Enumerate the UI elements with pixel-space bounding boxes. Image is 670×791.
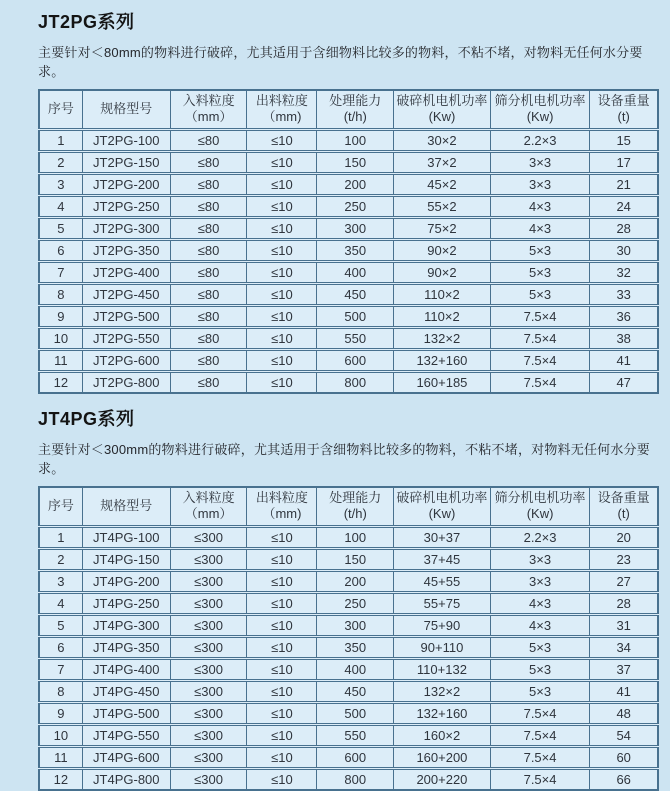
table-cell: 41 [590, 681, 658, 703]
table-cell: ≤10 [247, 615, 317, 637]
table-cell: 37+45 [394, 549, 491, 571]
table-cell: 132×2 [394, 328, 491, 350]
table-cell: 800 [317, 372, 394, 394]
table-cell: 37 [590, 659, 658, 681]
table-cell: ≤10 [247, 240, 317, 262]
table-row [39, 196, 658, 218]
column-header: 规格型号 [82, 487, 170, 527]
table-cell: JT4PG-500 [82, 703, 170, 725]
table-cell: 55×2 [394, 196, 491, 218]
table-cell: 5 [39, 615, 82, 637]
table-row [39, 328, 658, 350]
table-cell: 160+200 [394, 747, 491, 769]
table-cell: 34 [590, 637, 658, 659]
table-cell: 550 [317, 328, 394, 350]
table-cell: JT2PG-500 [82, 306, 170, 328]
table-cell: 15 [590, 130, 658, 152]
table-cell: 7.5×4 [490, 725, 590, 747]
table-cell: ≤300 [170, 769, 247, 791]
table-cell: 75+90 [394, 615, 491, 637]
table-cell: JT4PG-550 [82, 725, 170, 747]
table-cell: ≤80 [170, 152, 247, 174]
table-row [39, 130, 658, 152]
table-cell: 5×3 [490, 681, 590, 703]
column-header: 规格型号 [82, 90, 170, 130]
table-cell: JT2PG-400 [82, 262, 170, 284]
table-cell: 12 [39, 769, 82, 791]
table-cell: 8 [39, 284, 82, 306]
table-row [39, 571, 658, 593]
table-cell: ≤10 [247, 130, 317, 152]
table-cell: ≤10 [247, 262, 317, 284]
table-cell: JT4PG-600 [82, 747, 170, 769]
table-cell: 350 [317, 240, 394, 262]
table-cell: JT4PG-200 [82, 571, 170, 593]
table-cell: 5 [39, 218, 82, 240]
table-cell: 66 [590, 769, 658, 791]
table-cell: JT4PG-250 [82, 593, 170, 615]
table-cell: ≤10 [247, 747, 317, 769]
table-cell: ≤10 [247, 681, 317, 703]
table-row [39, 152, 658, 174]
table-cell: 3×3 [490, 152, 590, 174]
table-cell: ≤300 [170, 725, 247, 747]
table-cell: ≤10 [247, 174, 317, 196]
table-cell: ≤300 [170, 659, 247, 681]
table-body [39, 527, 658, 791]
table-cell: ≤10 [247, 571, 317, 593]
table-cell: 800 [317, 769, 394, 791]
table-cell: 400 [317, 262, 394, 284]
table-cell: 4×3 [490, 593, 590, 615]
table-cell: JT2PG-300 [82, 218, 170, 240]
table-cell: 3×3 [490, 174, 590, 196]
table-cell: 5×3 [490, 659, 590, 681]
table-cell: 24 [590, 196, 658, 218]
table-cell: 300 [317, 218, 394, 240]
column-header: 序号 [39, 487, 82, 527]
table-cell: 110×2 [394, 284, 491, 306]
table-cell: ≤80 [170, 218, 247, 240]
table-body [39, 130, 658, 394]
table-row [39, 218, 658, 240]
table-cell: ≤10 [247, 527, 317, 549]
table-cell: 250 [317, 196, 394, 218]
table-cell: 2.2×3 [490, 130, 590, 152]
table-cell: 3×3 [490, 571, 590, 593]
table-cell: ≤80 [170, 174, 247, 196]
table-cell: 7.5×4 [490, 350, 590, 372]
table-cell: 4 [39, 593, 82, 615]
table-cell: 4×3 [490, 615, 590, 637]
table-cell: 54 [590, 725, 658, 747]
table-row [39, 240, 658, 262]
table-cell: JT4PG-350 [82, 637, 170, 659]
table-cell: JT2PG-800 [82, 372, 170, 394]
section-title: JT2PG系列 [38, 12, 135, 32]
table-cell: 132+160 [394, 350, 491, 372]
table-cell: 7.5×4 [490, 703, 590, 725]
table-cell: ≤10 [247, 549, 317, 571]
table-cell: 6 [39, 637, 82, 659]
table-cell: ≤10 [247, 218, 317, 240]
table-header-row [39, 90, 658, 130]
table-cell: 7 [39, 659, 82, 681]
column-header: 筛分机电机功率 (Kw) [490, 90, 590, 130]
table-cell: JT2PG-450 [82, 284, 170, 306]
table-cell: 600 [317, 747, 394, 769]
table-cell: 250 [317, 593, 394, 615]
table-cell: 100 [317, 130, 394, 152]
table-cell: 11 [39, 747, 82, 769]
column-header: 设备重量 (t) [590, 90, 658, 130]
table-cell: 350 [317, 637, 394, 659]
table-cell: 21 [590, 174, 658, 196]
table-cell: 200 [317, 571, 394, 593]
column-header: 出料粒度 （mm) [247, 487, 317, 527]
table-cell: 600 [317, 350, 394, 372]
column-header: 入料粒度 （mm） [170, 90, 247, 130]
table-cell: 9 [39, 306, 82, 328]
table-cell: 36 [590, 306, 658, 328]
table-row [39, 174, 658, 196]
section-jt2pg [38, 8, 659, 394]
table-cell: 55+75 [394, 593, 491, 615]
column-header: 设备重量 (t) [590, 487, 658, 527]
table-cell: 7.5×4 [490, 306, 590, 328]
table-cell: 7 [39, 262, 82, 284]
table-cell: 37×2 [394, 152, 491, 174]
table-row [39, 593, 658, 615]
table-cell: ≤10 [247, 593, 317, 615]
table-cell: ≤80 [170, 350, 247, 372]
table-cell: 3 [39, 174, 82, 196]
table-cell: 32 [590, 262, 658, 284]
section-title: JT4PG系列 [38, 409, 135, 429]
table-row [39, 549, 658, 571]
column-header: 处理能力 (t/h) [317, 487, 394, 527]
table-cell: ≤10 [247, 328, 317, 350]
table-cell: 110×2 [394, 306, 491, 328]
column-header: 筛分机电机功率 (Kw) [490, 487, 590, 527]
column-header: 处理能力 (t/h) [317, 90, 394, 130]
table-cell: 550 [317, 725, 394, 747]
table-cell: 45+55 [394, 571, 491, 593]
column-header: 破碎机电机功率 (Kw) [394, 487, 491, 527]
table-cell: JT4PG-150 [82, 549, 170, 571]
table-row [39, 725, 658, 747]
table-cell: 10 [39, 328, 82, 350]
table-cell: JT2PG-550 [82, 328, 170, 350]
table-cell: JT2PG-100 [82, 130, 170, 152]
table-row [39, 90, 658, 130]
table-row [39, 747, 658, 769]
table-row [39, 372, 658, 394]
table-cell: 1 [39, 130, 82, 152]
table-cell: 28 [590, 593, 658, 615]
table-cell: ≤10 [247, 152, 317, 174]
spec-table-jt2pg [38, 89, 659, 394]
table-cell: 500 [317, 306, 394, 328]
table-cell: 160×2 [394, 725, 491, 747]
table-cell: ≤80 [170, 240, 247, 262]
table-cell: 200 [317, 174, 394, 196]
table-row [39, 527, 658, 549]
table-cell: JT2PG-200 [82, 174, 170, 196]
table-cell: ≤80 [170, 196, 247, 218]
column-header: 破碎机电机功率 (Kw) [394, 90, 491, 130]
table-row [39, 262, 658, 284]
table-cell: ≤300 [170, 703, 247, 725]
table-row [39, 284, 658, 306]
table-cell: ≤10 [247, 372, 317, 394]
table-cell: 30 [590, 240, 658, 262]
table-cell: ≤300 [170, 615, 247, 637]
table-cell: 31 [590, 615, 658, 637]
table-cell: 5×3 [490, 262, 590, 284]
table-row [39, 615, 658, 637]
table-cell: JT4PG-400 [82, 659, 170, 681]
table-cell: JT2PG-350 [82, 240, 170, 262]
table-cell: 33 [590, 284, 658, 306]
table-cell: JT2PG-600 [82, 350, 170, 372]
table-cell: 41 [590, 350, 658, 372]
table-header-row [39, 487, 658, 527]
table-cell: 200+220 [394, 769, 491, 791]
table-row [39, 306, 658, 328]
table-row [39, 350, 658, 372]
table-cell: 160+185 [394, 372, 491, 394]
table-cell: 100 [317, 527, 394, 549]
table-cell: ≤300 [170, 527, 247, 549]
table-cell: 23 [590, 549, 658, 571]
table-cell: 90+110 [394, 637, 491, 659]
table-cell: 9 [39, 703, 82, 725]
table-cell: 3 [39, 571, 82, 593]
table-cell: 4 [39, 196, 82, 218]
table-cell: 2 [39, 549, 82, 571]
table-cell: 5×3 [490, 284, 590, 306]
table-cell: ≤80 [170, 372, 247, 394]
table-row [39, 769, 658, 791]
table-cell: ≤10 [247, 196, 317, 218]
table-cell: 27 [590, 571, 658, 593]
table-cell: ≤300 [170, 747, 247, 769]
table-cell: 400 [317, 659, 394, 681]
column-header: 入料粒度 （mm） [170, 487, 247, 527]
table-cell: 2.2×3 [490, 527, 590, 549]
table-cell: 30×2 [394, 130, 491, 152]
table-cell: 450 [317, 284, 394, 306]
table-row [39, 637, 658, 659]
table-cell: 7.5×4 [490, 372, 590, 394]
table-cell: ≤80 [170, 306, 247, 328]
table-cell: 20 [590, 527, 658, 549]
section-description: 主要针对＜80mm的物料进行破碎，尤其适用于含细物料比较多的物料，不粘不堵，对物料无任何水分要求。 [38, 45, 643, 79]
table-cell: JT4PG-100 [82, 527, 170, 549]
table-cell: ≤80 [170, 262, 247, 284]
table-cell: ≤300 [170, 549, 247, 571]
table-cell: 4×3 [490, 218, 590, 240]
table-cell: 11 [39, 350, 82, 372]
column-header: 序号 [39, 90, 82, 130]
table-cell: ≤80 [170, 130, 247, 152]
table-cell: 90×2 [394, 262, 491, 284]
table-cell: 30+37 [394, 527, 491, 549]
table-cell: 450 [317, 681, 394, 703]
table-cell: 7.5×4 [490, 747, 590, 769]
table-cell: 7.5×4 [490, 769, 590, 791]
spec-table-jt4pg [38, 486, 659, 791]
table-cell: JT4PG-450 [82, 681, 170, 703]
table-cell: 6 [39, 240, 82, 262]
table-cell: ≤300 [170, 593, 247, 615]
section-description: 主要针对＜300mm的物料进行破碎，尤其适用于含细物料比较多的物料，不粘不堵，对物料无任何水分要求。 [38, 442, 650, 476]
table-cell: 12 [39, 372, 82, 394]
table-cell: 10 [39, 725, 82, 747]
table-cell: JT4PG-300 [82, 615, 170, 637]
table-cell: 4×3 [490, 196, 590, 218]
table-cell: 5×3 [490, 637, 590, 659]
table-cell: 8 [39, 681, 82, 703]
table-cell: ≤300 [170, 571, 247, 593]
table-cell: ≤10 [247, 659, 317, 681]
table-cell: 110+132 [394, 659, 491, 681]
table-cell: 60 [590, 747, 658, 769]
table-row [39, 703, 658, 725]
table-cell: ≤300 [170, 681, 247, 703]
table-cell: 38 [590, 328, 658, 350]
table-cell: 7.5×4 [490, 328, 590, 350]
table-cell: 17 [590, 152, 658, 174]
table-cell: 132×2 [394, 681, 491, 703]
table-cell: ≤80 [170, 328, 247, 350]
table-cell: 5×3 [490, 240, 590, 262]
table-cell: ≤10 [247, 306, 317, 328]
table-cell: 1 [39, 527, 82, 549]
section-jt4pg [38, 405, 659, 791]
table-cell: ≤10 [247, 703, 317, 725]
table-cell: 47 [590, 372, 658, 394]
table-row [39, 681, 658, 703]
table-cell: ≤10 [247, 725, 317, 747]
table-cell: 75×2 [394, 218, 491, 240]
table-cell: 28 [590, 218, 658, 240]
table-cell: 45×2 [394, 174, 491, 196]
table-cell: JT2PG-150 [82, 152, 170, 174]
table-cell: ≤300 [170, 637, 247, 659]
table-cell: 500 [317, 703, 394, 725]
table-cell: 132+160 [394, 703, 491, 725]
table-cell: ≤10 [247, 284, 317, 306]
table-cell: 3×3 [490, 549, 590, 571]
table-cell: 150 [317, 152, 394, 174]
table-cell: 300 [317, 615, 394, 637]
column-header: 出料粒度 （mm) [247, 90, 317, 130]
table-cell: 150 [317, 549, 394, 571]
table-cell: ≤80 [170, 284, 247, 306]
table-cell: ≤10 [247, 350, 317, 372]
table-row [39, 659, 658, 681]
table-cell: 48 [590, 703, 658, 725]
table-cell: ≤10 [247, 769, 317, 791]
table-cell: 2 [39, 152, 82, 174]
table-cell: JT2PG-250 [82, 196, 170, 218]
table-row [39, 487, 658, 527]
table-cell: ≤10 [247, 637, 317, 659]
table-cell: JT4PG-800 [82, 769, 170, 791]
table-cell: 90×2 [394, 240, 491, 262]
